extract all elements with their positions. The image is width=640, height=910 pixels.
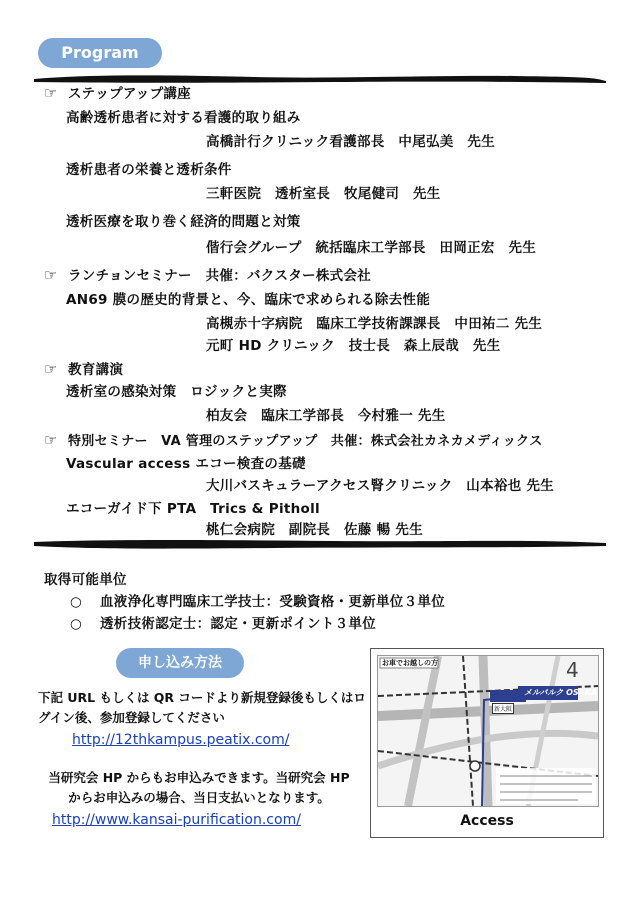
brush-divider-bottom bbox=[34, 537, 606, 549]
section-special: ☞ 特別セミナー VA 管理のステップアップ 共催：株式会社カネカメディックス bbox=[44, 431, 543, 449]
map-caption: Access bbox=[460, 813, 514, 829]
pointing-hand-icon: ☞ bbox=[44, 431, 58, 449]
talk-speaker: 三軒医院 透析室長 牧尾健司 先生 bbox=[206, 186, 441, 202]
talk-title: Vascular access エコー検査の基礎 bbox=[66, 456, 306, 472]
talk-title: エコーガイド下 PTA Trics & Pitholl bbox=[66, 501, 320, 517]
map-number: 4 bbox=[566, 658, 579, 682]
talk-speaker: 大川バスキュラーアクセス腎クリニック 山本裕也 先生 bbox=[206, 478, 555, 494]
talk-speaker: 元町 HD クリニック 技士長 森上辰哉 先生 bbox=[206, 338, 501, 354]
talk-speaker: 柏友会 臨床工学部長 今村雅一 先生 bbox=[206, 408, 446, 424]
kansai-purification-link[interactable]: http://www.kansai-purification.com/ bbox=[52, 812, 301, 828]
map-brand-label: メルパルク OSAKA bbox=[524, 688, 598, 697]
map-drawing bbox=[378, 656, 598, 806]
section-luncheon: ☞ ランチョンセミナー 共催：バクスター株式会社 bbox=[44, 266, 372, 284]
units-title: 取得可能単位 bbox=[44, 572, 127, 588]
map-header-label: お車でお越しの方 bbox=[382, 659, 438, 667]
talk-title: AN69 膜の歴史的背景と、今、臨床で求められる除去性能 bbox=[66, 292, 431, 308]
talk-title: 高齢透析患者に対する看護的取り組み bbox=[66, 110, 301, 126]
talk-speaker: 高橋計行クリニック看護部長 中尾弘美 先生 bbox=[206, 134, 495, 150]
access-map bbox=[370, 648, 604, 838]
map-image bbox=[377, 655, 599, 807]
talk-speaker: 高槻赤十字病院 臨床工学技術課課長 中田祐二 先生 bbox=[206, 316, 543, 332]
pointing-hand-icon: ☞ bbox=[44, 360, 58, 378]
talk-speaker: 桃仁会病院 副院長 佐藤 暢 先生 bbox=[206, 522, 423, 538]
peatix-link[interactable]: http://12thkampus.peatix.com/ bbox=[72, 732, 290, 748]
talk-speaker: 偕行会グループ 統括臨床工学部長 田岡正宏 先生 bbox=[206, 240, 537, 256]
circle-bullet-icon: ○ bbox=[70, 594, 83, 610]
apply-method-header: 申し込み方法 bbox=[116, 648, 244, 678]
section-education: ☞ 教育講演 bbox=[44, 360, 124, 378]
talk-title: 透析室の感染対策 ロジックと実際 bbox=[66, 384, 287, 400]
apply-hp-note: 当研究会 HP からもお申込みできます。当研究会 HP からお申込みの場合、当日支払いとなります。 bbox=[48, 770, 350, 805]
program-header: Program bbox=[38, 38, 162, 68]
unit-item: ○ 透析技術認定士：認定・更新ポイント３単位 bbox=[70, 616, 376, 632]
map-station-label: 新大阪 bbox=[492, 703, 514, 714]
section-step-up: ☞ ステップアップ講座 bbox=[44, 84, 191, 102]
pointing-hand-icon: ☞ bbox=[44, 266, 58, 284]
talk-title: 透析医療を取り巻く経済的問題と対策 bbox=[66, 214, 301, 230]
talk-title: 透析患者の栄養と透析条件 bbox=[66, 162, 232, 178]
apply-instructions: 下記 URL もしくは QR コードより新規登録後もしくはロ グイン後、参加登録してください bbox=[38, 690, 366, 725]
unit-item: ○ 血液浄化専門臨床工学技士：受験資格・更新単位３単位 bbox=[70, 594, 445, 610]
pointing-hand-icon: ☞ bbox=[44, 84, 58, 102]
circle-bullet-icon: ○ bbox=[70, 616, 83, 632]
